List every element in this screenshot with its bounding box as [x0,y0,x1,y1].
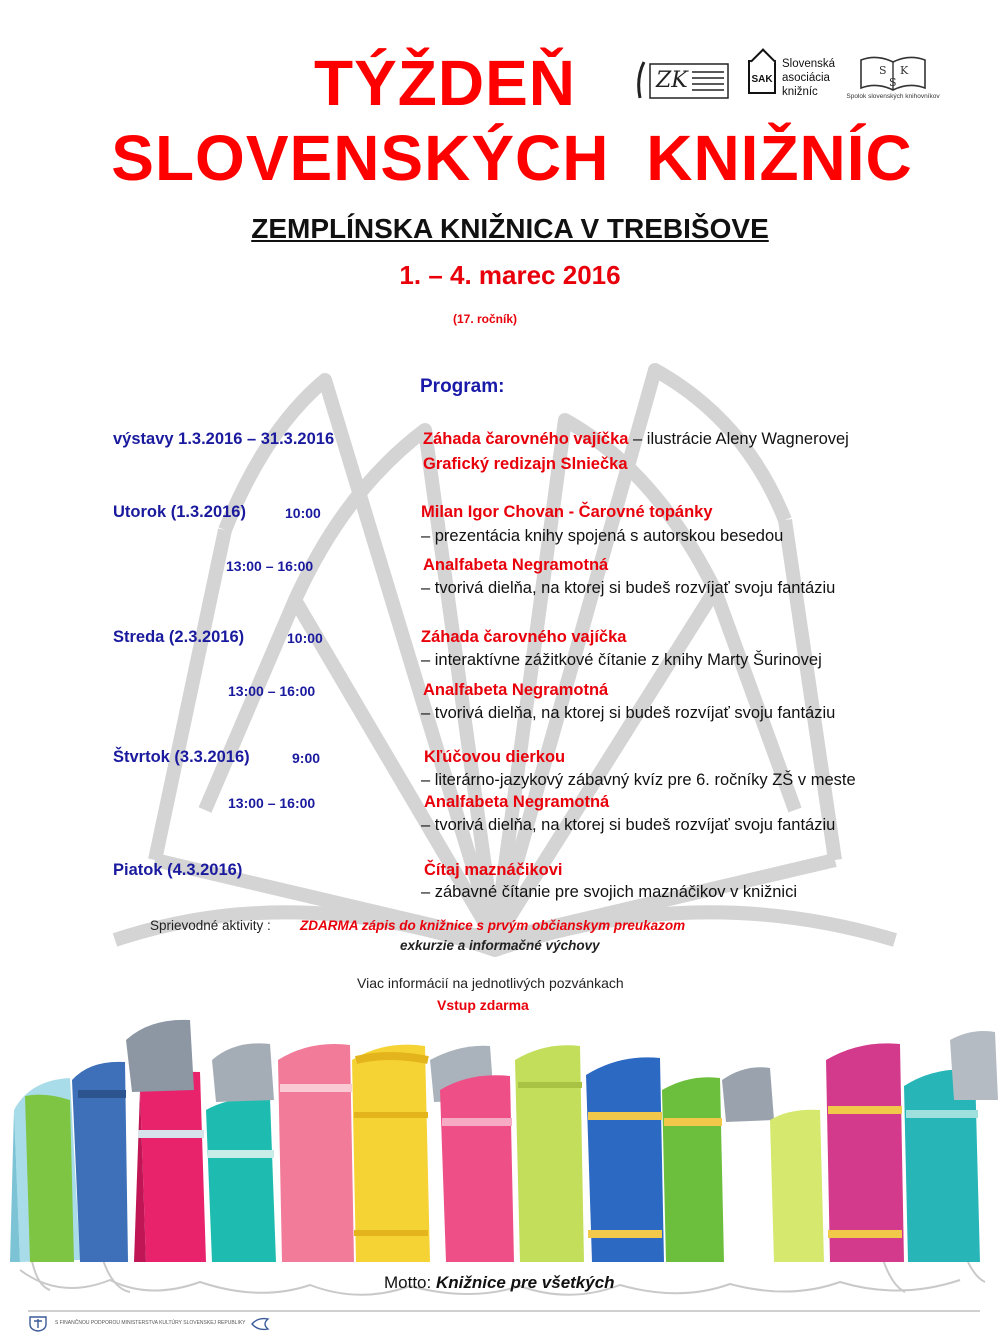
day-friday: Piatok (4.3.2016) [113,861,243,879]
sak-line-1: Slovenská [782,58,836,70]
day-wednesday: Streda (2.3.2016) [113,628,245,646]
event-tuesday-1: Milan Igor Chovan - Čarovné topánky [421,503,713,521]
footer-text: S FINANČNOU PODPOROU MINISTERSTVA KULTÚRY SLOVENSKEJ REPUBLIKY [55,1320,246,1326]
zk-logo-text: ZK [656,68,688,93]
time-wednesday-2: 13:00 – 16:00 [228,683,316,699]
sak-logo-abbr: SAK [751,74,773,85]
event-wednesday-2: Analfabeta Negramotná [423,681,609,699]
activities-line-2: exkurzie a informačné výchovy [400,938,600,953]
edition-label: (17. ročník) [452,312,518,326]
free-entry-text: Vstup zdarma [437,997,529,1013]
day-tuesday: Utorok (1.3.2016) [113,503,246,521]
activities-label: Sprievodné aktivity : [150,918,271,933]
zk-logo [636,58,732,104]
time-thursday-1: 9:00 [292,750,321,766]
sks-caption: Spolok slovenských knihovníkov [846,93,940,100]
time-tuesday-1: 10:00 [285,505,321,521]
motto-text: Knižnice pre všetkých [435,1273,615,1292]
ministry-logo-icon [250,1316,270,1332]
activities-line-1: ZDARMA zápis do knižnice s prvým občianskym preukazom [300,918,686,933]
sak-line-2: asociácia [782,72,830,84]
desc-friday-1: – zábavné čítanie pre svojich maznáčikov v knižnici [421,883,798,901]
exhibition-title-2: Grafický redizajn Slniečka [423,455,628,473]
motto-label: Motto: [384,1273,432,1292]
exhibitions-label: výstavy 1.3.2016 – 31.3.2016 [113,430,335,448]
program-heading: Program: [420,376,505,397]
event-thursday-2: Analfabeta Negramotná [424,793,610,811]
books-illustration [0,1000,1008,1310]
exhibition-item-1 [423,430,849,449]
title-line-1: TÝŽDEŇ [314,47,576,119]
sak-logo [748,58,838,102]
title-line-2: SLOVENSKÝCH KNIŽNÍC [111,122,913,194]
motto [384,1273,615,1293]
exhibition-desc-1: – ilustrácie Aleny Wagnerovej [628,430,849,448]
event-tuesday-2: Analfabeta Negramotná [423,556,609,574]
desc-wednesday-2: – tvorivá dielňa, na ktorej si budeš rozvíjať svoju fantáziu [421,704,836,722]
time-tuesday-2: 13:00 – 16:00 [226,558,314,574]
event-dates: 1. – 4. marec 2016 [399,260,621,290]
sks-logo [843,52,943,104]
desc-thursday-1: – literárno-jazykový zábavný kvíz pre 6. ročníky ZŠ v meste [421,771,856,789]
event-friday-1: Čítaj maznáčikovi [424,861,563,879]
sks-book-icon [843,52,943,94]
day-thursday: Štvrtok (3.3.2016) [113,748,250,766]
desc-tuesday-1: – prezentácia knihy spojená s autorskou besedou [421,527,784,545]
desc-thursday-2: – tvorivá dielňa, na ktorej si budeš rozvíjať svoju fantáziu [421,816,836,834]
footer-divider [28,1310,980,1312]
time-wednesday-1: 10:00 [287,630,323,646]
ministry-emblem-icon [28,1316,48,1332]
event-wednesday-1: Záhada čarovného vajíčka [421,628,627,646]
desc-wednesday-1: – interaktívne zážitkové čítanie z knihy Marty Šurinovej [421,651,822,669]
sks-letter-2: K [900,64,909,77]
library-name: ZEMPLÍNSKA KNIŽNICA V TREBIŠOVE [251,213,769,244]
sak-line-3: knižníc [782,86,818,98]
time-thursday-2: 13:00 – 16:00 [228,795,316,811]
sks-letter-1: S [879,64,887,77]
desc-tuesday-2: – tvorivá dielňa, na ktorej si budeš rozvíjať svoju fantáziu [421,579,836,597]
sks-letter-3: S [889,76,897,89]
more-info-text: Viac informácií na jednotlivých pozvánkach [357,975,624,991]
event-thursday-1: Kľúčovou dierkou [424,748,566,766]
exhibition-title-1: Záhada čarovného vajíčka [423,430,629,448]
